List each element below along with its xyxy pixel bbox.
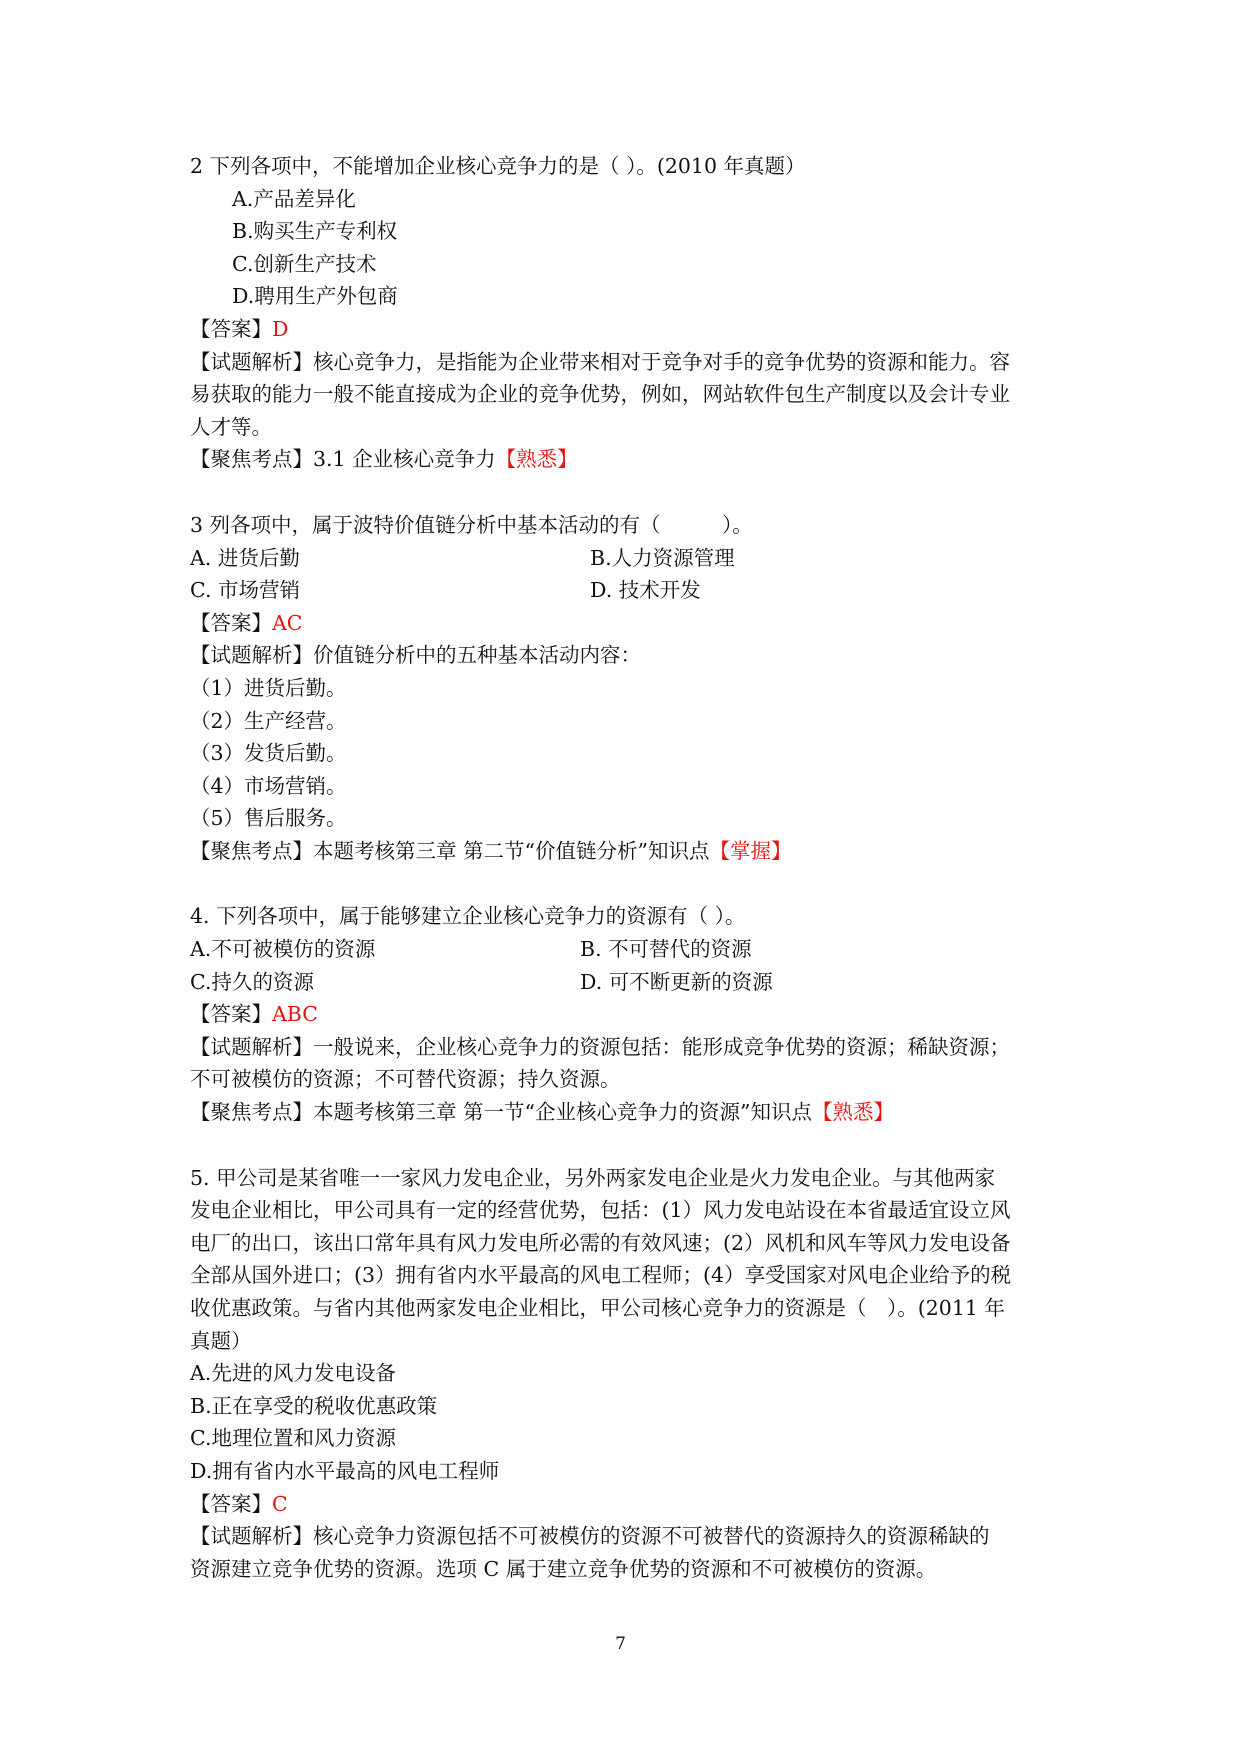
q2-answer-value: D <box>272 316 289 341</box>
q3-focus-label: 【聚焦考点】本题考核第三章 第二节“价值链分析”知识点 <box>190 838 710 863</box>
q5-stem-line-1: 5. 甲公司是某省唯一一家风力发电企业，另外两家发电企业是火力发电企业。与其他两家 <box>190 1165 996 1190</box>
q2-option-c: C.创新生产技术 <box>232 251 377 276</box>
q4-option-b: B. 不可替代的资源 <box>580 937 752 962</box>
q5-option-b: B.正在享受的税收优惠政策 <box>190 1393 438 1418</box>
q4-focus-level: 【熟悉】 <box>811 1100 894 1125</box>
q3-option-b: B.人力资源管理 <box>590 545 735 570</box>
q2-answer <box>190 313 1070 346</box>
q5-answer-label: 【答案】 <box>190 1491 272 1516</box>
q2-option-d: D.聘用生产外包商 <box>232 284 398 309</box>
q2-option-b: B.购买生产专利权 <box>232 219 398 244</box>
spacer <box>190 476 1070 509</box>
page-content <box>190 150 1070 1585</box>
q5-analysis-line-1: 【试题解析】核心竞争力资源包括不可被模仿的资源不可被替代的资源持久的资源稀缺的 <box>190 1524 990 1549</box>
q3-stem: 3 列各项中，属于波特价值链分析中基本活动的有（ ）。 <box>190 512 753 537</box>
q3-options-row-1 <box>190 542 1070 575</box>
q4-focus-label: 【聚焦考点】本题考核第三章 第一节“企业核心竞争力的资源”知识点 <box>190 1100 812 1125</box>
q3-analysis-line-6: （5）售后服务。 <box>190 806 347 831</box>
q5-stem-line-2: 发电企业相比，甲公司具有一定的经营优势，包括：(1）风力发电站设在本省最适宜设立风 <box>190 1198 1011 1223</box>
q3-answer <box>190 607 1070 640</box>
q2-option-a: A.产品差异化 <box>232 186 356 211</box>
q3-analysis-line-5: （4）市场营销。 <box>190 773 347 798</box>
q4-stem: 4. 下列各项中，属于能够建立企业核心竞争力的资源有（ ）。 <box>190 904 746 929</box>
q2-focus-level: 【熟悉】 <box>495 447 578 472</box>
spacer <box>190 1129 1070 1162</box>
q5-option-c: C.地理位置和风力资源 <box>190 1426 396 1451</box>
spacer <box>190 867 1070 900</box>
q3-focus-level: 【掌握】 <box>709 838 792 863</box>
q3-option-d: D. 技术开发 <box>590 578 701 603</box>
q3-options-row-2 <box>190 574 1070 607</box>
q3-analysis-line-2: （1）进货后勤。 <box>190 675 347 700</box>
q3-option-a: A. 进货后勤 <box>190 545 300 570</box>
q2-analysis-line-3: 人才等。 <box>190 414 272 439</box>
q5-stem-line-3: 电厂的出口，该出口常年具有风力发电所必需的有效风速；(2）风机和风车等风力发电设备 <box>190 1230 1011 1255</box>
q4-option-a: A.不可被模仿的资源 <box>190 937 376 962</box>
q2-stem: 2 下列各项中，不能增加企业核心竞争力的是（ ）。(2010 年真题） <box>190 154 806 178</box>
q2-analysis-line-1: 【试题解析】核心竞争力，是指能为企业带来相对于竞争对手的竞争优势的资源和能力。容 <box>190 349 1010 374</box>
q4-options-row-1 <box>190 933 1070 966</box>
q4-analysis-line-1: 【试题解析】一般说来，企业核心竞争力的资源包括：能形成竞争优势的资源；稀缺资源； <box>190 1034 1010 1059</box>
q2-answer-label: 【答案】 <box>190 316 272 341</box>
q3-analysis-line-4: （3）发货后勤。 <box>190 741 347 766</box>
q4-answer-value: ABC <box>272 1002 318 1027</box>
q3-answer-value: AC <box>272 610 303 635</box>
q5-option-a: A.先进的风力发电设备 <box>190 1361 396 1386</box>
q5-analysis-line-2: 资源建立竞争优势的资源。选项 C 属于建立竞争优势的资源和不可被模仿的资源。 <box>190 1556 937 1581</box>
q2-analysis-line-2: 易获取的能力一般不能直接成为企业的竞争优势，例如，网站软件包生产制度以及会计专业 <box>190 382 1010 407</box>
q4-answer <box>190 998 1070 1031</box>
q4-answer-label: 【答案】 <box>190 1002 272 1027</box>
q5-stem-line-4: 全部从国外进口；(3）拥有省内水平最高的风电工程师；(4）享受国家对风电企业给予的税 <box>190 1263 1012 1288</box>
q4-option-d: D. 可不断更新的资源 <box>580 969 773 994</box>
q4-focus <box>190 1096 1070 1129</box>
q5-stem-line-5: 收优惠政策。与省内其他两家发电企业相比，甲公司核心竞争力的资源是（ ）。(2011 年 <box>190 1296 1005 1320</box>
q4-analysis-line-2: 不可被模仿的资源；不可替代资源；持久资源。 <box>190 1067 621 1092</box>
q3-focus <box>190 835 1070 868</box>
q5-answer <box>190 1488 1070 1521</box>
q3-answer-label: 【答案】 <box>190 610 272 635</box>
q2-focus <box>190 443 1070 476</box>
q5-stem-line-6: 真题） <box>190 1328 252 1353</box>
q4-options-row-2 <box>190 966 1070 999</box>
page-number: 7 <box>615 1634 626 1654</box>
q5-option-d: D.拥有省内水平最高的风电工程师 <box>190 1458 500 1483</box>
q2-focus-label: 【聚焦考点】3.1 企业核心竞争力 <box>190 447 496 472</box>
q3-option-c: C. 市场营销 <box>190 578 300 603</box>
q3-analysis-line-3: （2）生产经营。 <box>190 708 347 733</box>
q3-analysis-line-1: 【试题解析】价值链分析中的五种基本活动内容： <box>190 643 641 668</box>
q4-option-c: C.持久的资源 <box>190 969 314 994</box>
q5-answer-value: C <box>272 1491 288 1516</box>
